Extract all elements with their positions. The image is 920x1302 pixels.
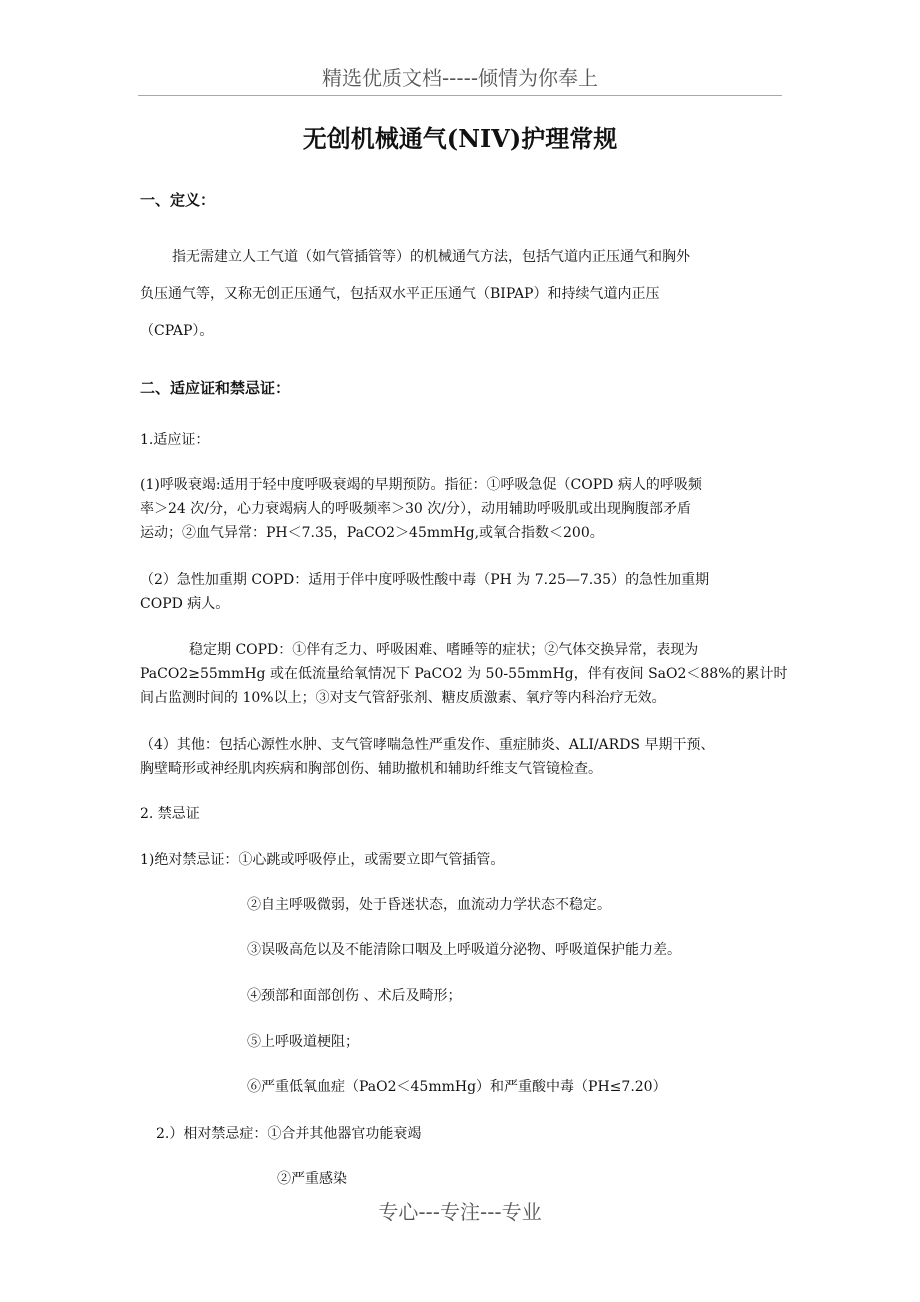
absolute-contraindication-item: ③误吸高危以及不能清除口咽及上呼吸道分泌物、呼吸道保护能力差。 (247, 942, 681, 958)
indication-2-line-2: COPD 病人。 (140, 596, 230, 612)
section-indications-heading: 二、适应证和禁忌证： (140, 379, 291, 397)
absolute-contraindications-label: 1)绝对禁忌证：①心跳或呼吸停止，或需要立即气管插管。 (140, 852, 505, 868)
definition-line-2: 负压通气等，又称无创正压通气，包括双水平正压通气（BIPAP）和持续气道内正压 (140, 286, 660, 302)
absolute-contraindication-item: ⑥严重低氧血症（PaO2＜45mmHg）和严重酸中毒（PH≤7.20） (247, 1079, 667, 1095)
contraindications-subheading: 2. 禁忌证 (140, 806, 200, 822)
page-header: 精选优质文档-----倾情为你奉上 (321, 66, 599, 90)
indications-subheading: 1.适应证： (140, 432, 210, 448)
indication-3-line-2: PaCO2≥55mmHg 或在低流量给氧情况下 PaCO2 为 50-55mmHg，伴有夜间 SaO2＜88%的累计时 (140, 666, 788, 682)
indication-4-line-1: （4）其他：包括心源性水肿、支气管哮喘急性严重发作、重症肺炎、ALI/ARDS 早期干预、 (140, 737, 715, 753)
indication-3-line-1: 稳定期 COPD：①伴有乏力、呼吸困难、嗜睡等的症状；②气体交换异常，表现为 (189, 642, 699, 658)
definition-line-3: （CPAP）。 (140, 323, 214, 339)
definition-line-1: 指无需建立人工气道（如气管插管等）的机械通气方法，包括气道内正压通气和胸外 (172, 249, 690, 265)
section-definition-heading: 一、定义： (140, 191, 216, 209)
absolute-contraindication-item: ④颈部和面部创伤 、术后及畸形； (247, 988, 462, 1004)
indication-1-line-3: 运动；②血气异常：PH＜7.35，PaCO2＞45mmHg,或氧合指数＜200。 (140, 525, 604, 541)
indication-2-line-1: （2）急性加重期 COPD：适用于伴中度呼吸性酸中毒（PH 为 7.25—7.35）的急性加重期 (140, 572, 710, 588)
absolute-contraindication-item: ②自主呼吸微弱，处于昏迷状态，血流动力学状态不稳定。 (247, 897, 611, 913)
indication-4-line-2: 胸壁畸形或神经肌肉疾病和胸部创伤、辅助撤机和辅助纤维支气管镜检查。 (140, 761, 602, 777)
indication-1-line-1: (1)呼吸衰竭:适用于轻中度呼吸衰竭的早期预防。指征：①呼吸急促（COPD 病人的呼吸频 (140, 477, 702, 493)
absolute-contraindication-item: ⑤上呼吸道梗阻； (247, 1034, 359, 1050)
relative-contraindications-label: 2.）相对禁忌症：①合并其他器官功能衰竭 (156, 1126, 422, 1142)
page-footer: 专心---专注---专业 (378, 1200, 542, 1224)
indication-1-line-2: 率＞24 次/分，心力衰竭病人的呼吸频率＞30 次/分），动用辅助呼吸肌或出现胸腹部矛盾 (140, 501, 691, 517)
header-divider (138, 95, 782, 96)
document-title: 无创机械通气(NIV)护理常规 (302, 124, 618, 153)
indication-3-line-3: 间占监测时间的 10%以上；③对支气管舒张剂、糖皮质激素、氧疗等内科治疗无效。 (140, 690, 666, 706)
relative-contraindication-item: ②严重感染 (277, 1171, 347, 1187)
